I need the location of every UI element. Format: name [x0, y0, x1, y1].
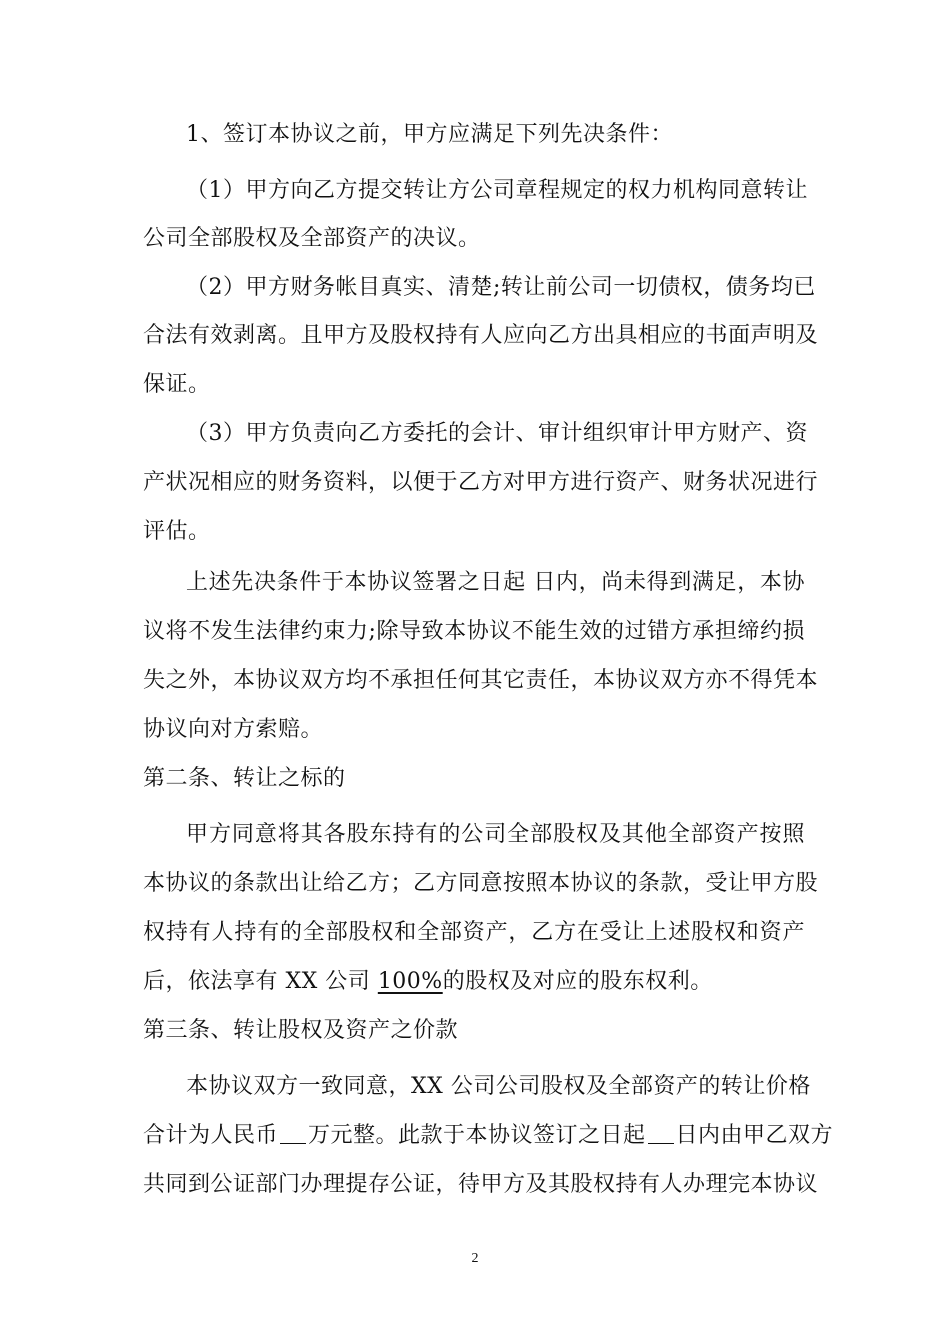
article-2-line-1: 甲方同意将其各股东持有的公司全部股权及其他全部资产按照	[186, 822, 805, 847]
condition-3-line-3: 评估。	[143, 519, 211, 544]
article-3-line-3: 共同到公证部门办理提存公证，待甲方及其股权持有人办理完本协议	[143, 1172, 819, 1197]
condition-2-line-3: 保证。	[143, 372, 211, 397]
article-2-line-4	[143, 968, 713, 996]
condition-1-line-2: 公司全部股权及全部资产的决议。	[143, 226, 481, 251]
page-number: 2	[471, 1251, 479, 1266]
article-3-line-2-part-a: 合计为人民币	[143, 1123, 279, 1148]
article-3-line-1: 本协议双方一致同意，XX 公司公司股权及全部资产的转让价格	[186, 1074, 811, 1099]
precondition-paragraph-line-4: 协议向对方索赔。	[143, 717, 324, 742]
article-2-line-2: 本协议的条款出让给乙方；乙方同意按照本协议的条款，受让甲方股	[143, 871, 819, 896]
condition-2-line-1: （2）甲方财务帐目真实、清楚;转让前公司一切债权，债务均已	[186, 275, 816, 300]
article-3-line-2-part-b: 万元整。此款于本协议签订之日起	[308, 1123, 646, 1148]
condition-2-line-2: 合法有效剥离。且甲方及股权持有人应向乙方出具相应的书面声明及	[143, 323, 819, 348]
article-2-line-4-before: 后，依法享有 XX 公司	[143, 969, 378, 994]
share-percentage: 100%	[377, 969, 443, 994]
amount-blank	[280, 1123, 306, 1144]
article-2-heading: 第二条、转让之标的	[143, 766, 346, 791]
article-2-line-3: 权持有人持有的全部股权和全部资产，乙方在受让上述股权和资产	[143, 920, 805, 945]
condition-1-line-1: （1）甲方向乙方提交转让方公司章程规定的权力机构同意转让	[186, 178, 808, 203]
article-3-line-2-part-c: 日内由甲乙双方	[675, 1123, 834, 1148]
precondition-paragraph-line-1: 上述先决条件于本协议签署之日起 日内，尚未得到满足，本协	[186, 570, 805, 595]
clause-1-heading: 1、签订本协议之前，甲方应满足下列先决条件：	[186, 122, 673, 147]
article-3-line-2	[143, 1122, 833, 1150]
article-3-heading: 第三条、转让股权及资产之价款	[143, 1018, 459, 1043]
article-2-line-4-after: 的股权及对应的股东权利。	[442, 969, 713, 994]
condition-3-line-1: （3）甲方负责向乙方委托的会计、审计组织审计甲方财产、资	[186, 421, 808, 446]
precondition-paragraph-line-3: 失之外，本协议双方均不承担任何其它责任，本协议双方亦不得凭本	[143, 668, 819, 693]
days-blank	[648, 1123, 674, 1144]
precondition-paragraph-line-2: 议将不发生法律约束力;除导致本协议不能生效的过错方承担缔约损	[143, 619, 805, 644]
condition-3-line-2: 产状况相应的财务资料，以便于乙方对甲方进行资产、财务状况进行	[143, 470, 819, 495]
